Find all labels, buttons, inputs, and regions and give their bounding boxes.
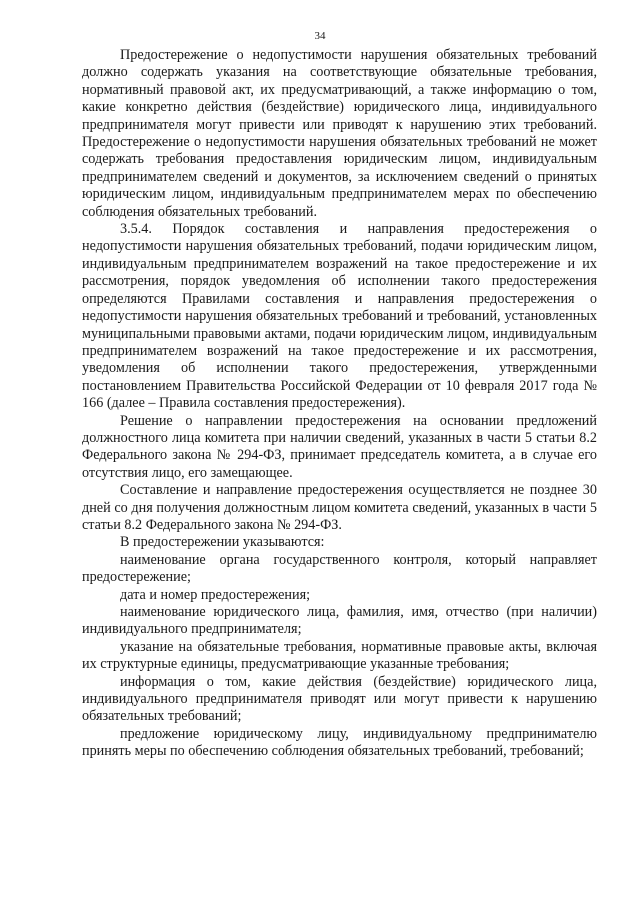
paragraph-deadline: Составление и направление предостережения осуществляется не позднее 30 дней со дня получения должностным лицом комитета сведений, указанных в части 5 статьи 8.2 Федерального закона № 294-ФЗ.: [82, 482, 597, 533]
list-item-requirements: указание на обязательные требования, нормативные правовые акты, включая их структурные единицы, предусматривающие указанные требования;: [82, 638, 597, 673]
paragraph-decision: Решение о направлении предостережения на основании предложений должностного лица комитета при наличии сведений, указанных в части 5 статьи 8.2 Федерального закона № 294-ФЗ, принимает председатель комитета, а в случае его отсутствия лицо, его замещающее.: [82, 412, 597, 481]
paragraph-warning-content: Предостережение о недопустимости нарушения обязательных требований должно содержать указания на соответствующие обязательные требования, нормативный правовой акт, их предусматривающий, а также информацию о том, какие конкретно действия (бездействие) юридического лица, индивидуального предпринимателя могут привести или приводят к нарушению этих требований. Предостережение о недопустимости нарушения обязательных требований не может содержать требования предоставления юридическим лицом, индивидуальным предпринимателем сведений и документов, за исключением сведений о принятых юридическим лицом, индивидуальным предпринимателем мерах по обеспечению соблюдения обязательных требований.: [82, 47, 597, 220]
list-item-entity-name: наименование юридического лица, фамилия, имя, отчество (при наличии) индивидуального предпринимателя;: [82, 604, 597, 638]
list-item-actions-info: информация о том, какие действия (бездействие) юридического лица, индивидуального предпринимателя приводят или могут привести к нарушению обязательных требований;: [82, 673, 597, 725]
list-item-date-number: дата и номер предостережения;: [120, 586, 311, 603]
list-item-proposal: предложение юридическому лицу, индивидуальному предпринимателю принять меры по обеспечению соблюдения обязательных требований, требований;: [82, 725, 597, 760]
paragraph-section-3-5-4: 3.5.4. Порядок составления и направления предостережения о недопустимости нарушения обязательных требований, подачи юридическим лицом, индивидуальным предпринимателем возражений на такое предостережение и их рассмотрения, порядок уведомления об исполнении такого предостережения определяются Правилами составления и направления предостережения о недопустимости нарушения обязательных требований и требований, установленных муниципальными правовыми актами, подачи юридическим лицом, индивидуальным предпринимателем возражений на такое предостережение и их рассмотрения, уведомления об исполнении такого предостережения, утвержденными постановлением Правительства Российской Федерации от 10 февраля 2017 года № 166 (далее – Правила составления предостережения).: [82, 221, 597, 412]
page-number: 34: [314, 30, 326, 42]
document-body: [82, 47, 597, 761]
paragraph-list-intro: В предостережении указываются:: [120, 534, 325, 551]
list-item-authority-name: наименование органа государственного контроля, который направляет предостережение;: [82, 551, 597, 586]
